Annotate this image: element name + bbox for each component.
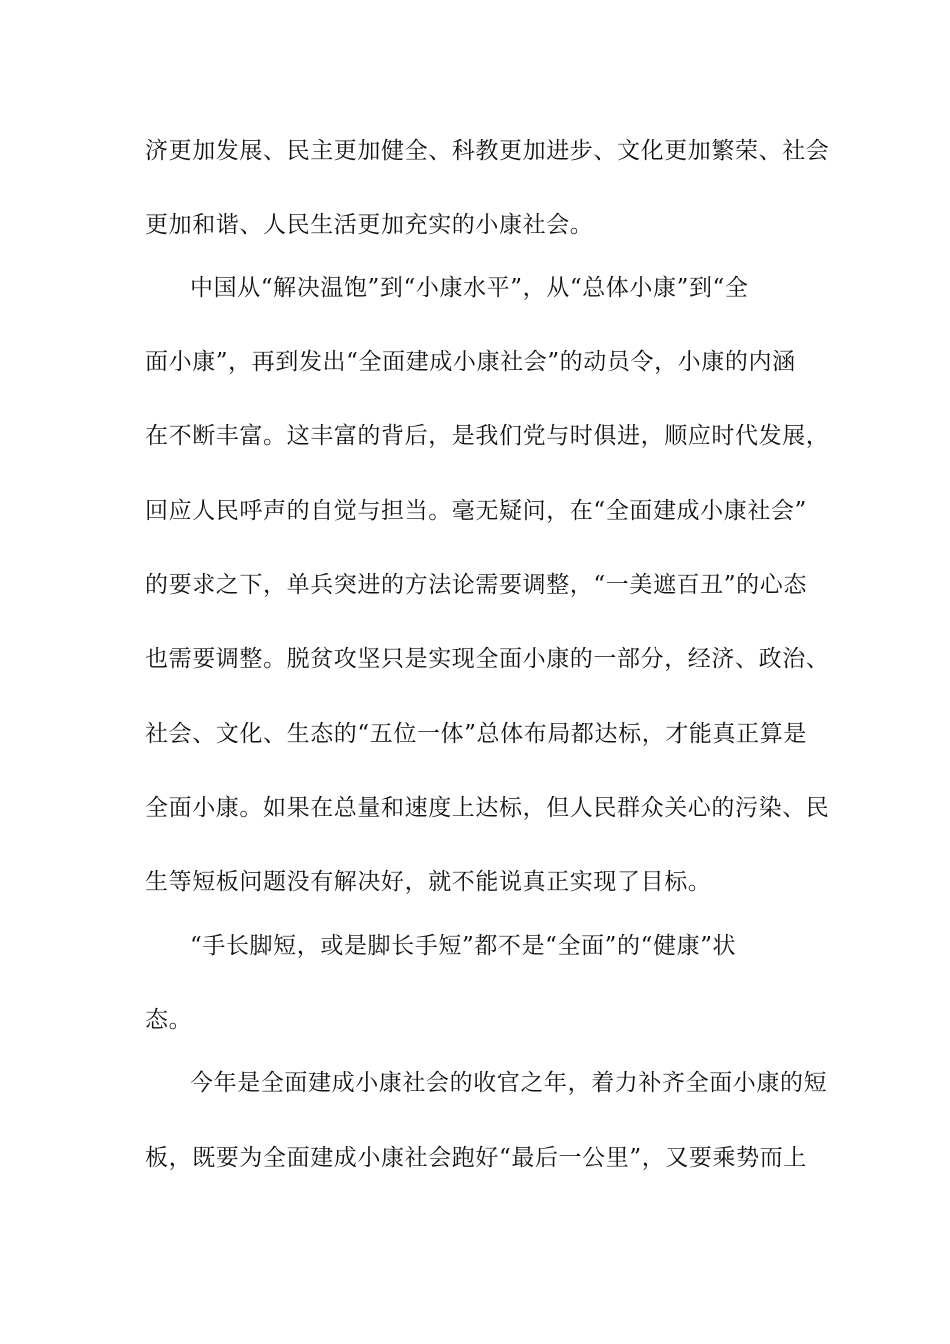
text-line: 全面小康。如果在总量和速度上达标，但人民群众关心的污染、民: [145, 795, 830, 821]
text-line: 更加和谐、人民生活更加充实的小康社会。: [145, 212, 594, 238]
text-line: 也需要调整。脱贫攻坚只是实现全面小康的一部分，经济、政治、: [145, 646, 830, 672]
text-line: 回应人民呼声的自觉与担当。毫无疑问，在“全面建成小康社会”: [145, 498, 807, 524]
text-line: 态。: [145, 1007, 193, 1033]
text-line: 板，既要为全面建成小康社会跑好“最后一公里”，又要乘势而上: [145, 1145, 807, 1171]
text-line: 面小康”，再到发出“全面建成小康社会”的动员令，小康的内涵: [145, 349, 796, 375]
paragraph-first-line: 中国从“解决温饱”到“小康水平”，从“总体小康”到“全: [190, 275, 749, 301]
text-line: 社会、文化、生态的“五位一体”总体布局都达标，才能真正算是: [145, 721, 807, 747]
paragraph-first-line: “手长脚短，或是脚长手短”都不是“全面”的“健康”状: [190, 933, 737, 959]
text-line: 在不断丰富。这丰富的背后，是我们党与时俱进，顺应时代发展，: [145, 423, 830, 449]
text-line: 生等短板问题没有解决好，就不能说真正实现了目标。: [145, 869, 712, 895]
text-line: 的要求之下，单兵突进的方法论需要调整，“一美遮百丑”的心态: [145, 572, 807, 598]
text-line: 济更加发展、民主更加健全、科教更加进步、文化更加繁荣、社会: [145, 138, 830, 164]
paragraph-first-line: 今年是全面建成小康社会的收官之年，着力补齐全面小康的短: [190, 1070, 828, 1096]
